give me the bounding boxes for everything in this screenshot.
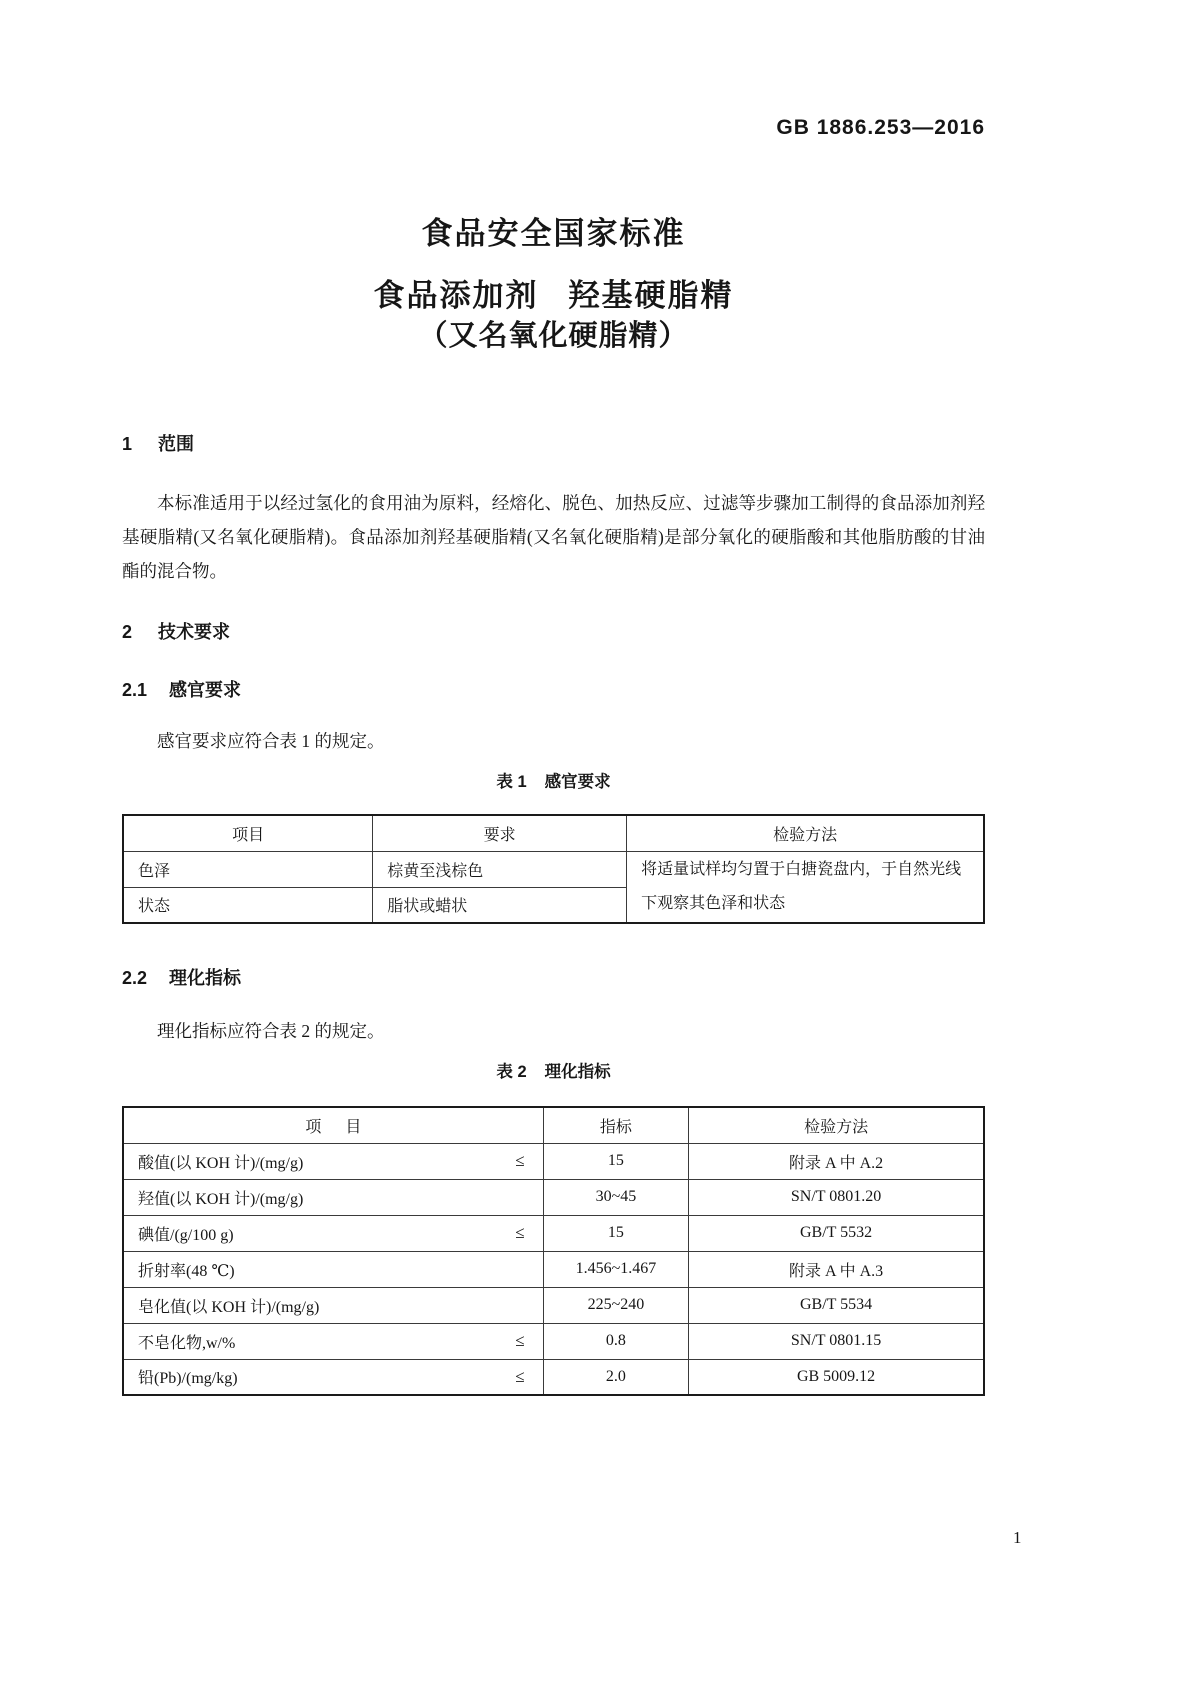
less-equal-symbol: ≤ [515, 1223, 525, 1242]
cell-method: GB 5009.12 [689, 1359, 984, 1395]
header-cell-index: 指标 [543, 1107, 689, 1143]
item-label: 皂化值(以 KOH 计)/(mg/g) [138, 1298, 320, 1316]
cell-value: 0.8 [543, 1323, 689, 1359]
item-label: 羟值(以 KOH 计)/(mg/g) [138, 1190, 304, 1208]
cell-value: 30~45 [543, 1179, 689, 1215]
standard-subtitle-alias: （又名氧化硬脂精） [418, 320, 689, 352]
section-2-1-heading [122, 676, 241, 702]
table-1-caption [122, 768, 985, 792]
table-2-caption [122, 1058, 985, 1082]
cell-method: GB/T 5534 [689, 1287, 984, 1323]
section-2-2-heading [122, 964, 241, 990]
table-2-intro: 理化指标应符合表 2 的规定。 [157, 1021, 385, 1041]
cell-item [123, 1179, 543, 1215]
item-label: 酸值(以 KOH 计)/(mg/g) [138, 1154, 304, 1172]
cell-item [123, 1359, 543, 1395]
table-row [123, 1323, 984, 1359]
cell-item: 状态 [123, 887, 373, 923]
header-cell-method: 检验方法 [689, 1107, 984, 1143]
standard-title: 食品安全国家标准 [421, 216, 686, 251]
cell-item [123, 1323, 543, 1359]
cell-value: 225~240 [543, 1287, 689, 1323]
section-1-heading [122, 430, 194, 456]
section-number: 1 [122, 434, 133, 454]
header-cell-item: 项目 [123, 815, 373, 851]
cell-requirement: 棕黄至浅棕色 [373, 851, 627, 887]
header-cell-item: 项 目 [123, 1107, 543, 1143]
table-header-row [123, 1107, 984, 1143]
header-cell-method: 检验方法 [627, 815, 984, 851]
table-header-row [123, 815, 984, 851]
standard-subtitle-substance: 羟基硬脂精 [568, 278, 734, 313]
table-row [123, 1287, 984, 1323]
table-row [123, 1143, 984, 1179]
less-equal-symbol: ≤ [515, 1331, 525, 1350]
section-title: 感官要求 [169, 680, 242, 700]
section-title: 理化指标 [169, 968, 242, 988]
item-label: 碘值/(g/100 g) [138, 1226, 234, 1244]
table-caption-label: 表 1 [496, 773, 527, 791]
header-cell-requirement: 要求 [373, 815, 627, 851]
table-row [123, 1215, 984, 1251]
cell-method-merged: 将适量试样均匀置于白搪瓷盘内，于自然光线下观察其色泽和状态 [627, 851, 984, 923]
doc-number: GB 1886.253—2016 [776, 116, 985, 139]
cell-method: GB/T 5532 [689, 1215, 984, 1251]
section-title: 范围 [158, 434, 195, 454]
standard-subtitle-category: 食品添加剂 [373, 278, 539, 313]
table-row [123, 1359, 984, 1395]
table-1-intro: 感官要求应符合表 1 的规定。 [157, 731, 385, 751]
standard-subtitle [122, 270, 985, 315]
less-equal-symbol: ≤ [515, 1151, 525, 1170]
section-title: 技术要求 [158, 622, 231, 642]
section-1-body: 本标准适用于以经过氢化的食用油为原料，经熔化、脱色、加热反应、过滤等步骤加工制得的食品添加剂羟基硬脂精(又名氧化硬脂精)。食品添加剂羟基硬脂精(又名氧化硬脂精)是部分氧化的硬脂酸和其他脂肪酸的甘油酯的混合物。 [122, 493, 985, 581]
section-number: 2 [122, 622, 133, 642]
cell-item: 色泽 [123, 851, 373, 887]
page-number: 1 [1013, 1528, 1022, 1547]
less-equal-symbol: ≤ [515, 1366, 525, 1386]
table-caption-title: 理化指标 [544, 1063, 611, 1081]
item-label: 不皂化物,w/% [138, 1334, 236, 1352]
item-label: 铅(Pb)/(mg/kg) [138, 1370, 238, 1388]
cell-method: 附录 A 中 A.2 [689, 1143, 984, 1179]
cell-value: 15 [543, 1215, 689, 1251]
cell-item [123, 1215, 543, 1251]
content-area [122, 0, 985, 1684]
cell-method: SN/T 0801.20 [689, 1179, 984, 1215]
table-row [123, 1251, 984, 1287]
cell-method: SN/T 0801.15 [689, 1323, 984, 1359]
section-2-heading [122, 618, 230, 644]
physicochemical-indicators-table [122, 1106, 985, 1396]
table-caption-title: 感官要求 [544, 773, 611, 791]
cell-value: 15 [543, 1143, 689, 1179]
table-row [123, 851, 984, 887]
cell-item [123, 1143, 543, 1179]
cell-requirement: 脂状或蜡状 [373, 887, 627, 923]
cell-value: 2.0 [543, 1359, 689, 1395]
table-caption-label: 表 2 [496, 1063, 527, 1081]
cell-item [123, 1251, 543, 1287]
section-number: 2.1 [122, 680, 148, 700]
sensory-requirements-table [122, 814, 985, 924]
table-row [123, 1179, 984, 1215]
item-label: 折射率(48 ℃) [138, 1262, 235, 1280]
cell-item [123, 1287, 543, 1323]
cell-value: 1.456~1.467 [543, 1251, 689, 1287]
section-number: 2.2 [122, 968, 148, 988]
cell-method: 附录 A 中 A.3 [689, 1251, 984, 1287]
